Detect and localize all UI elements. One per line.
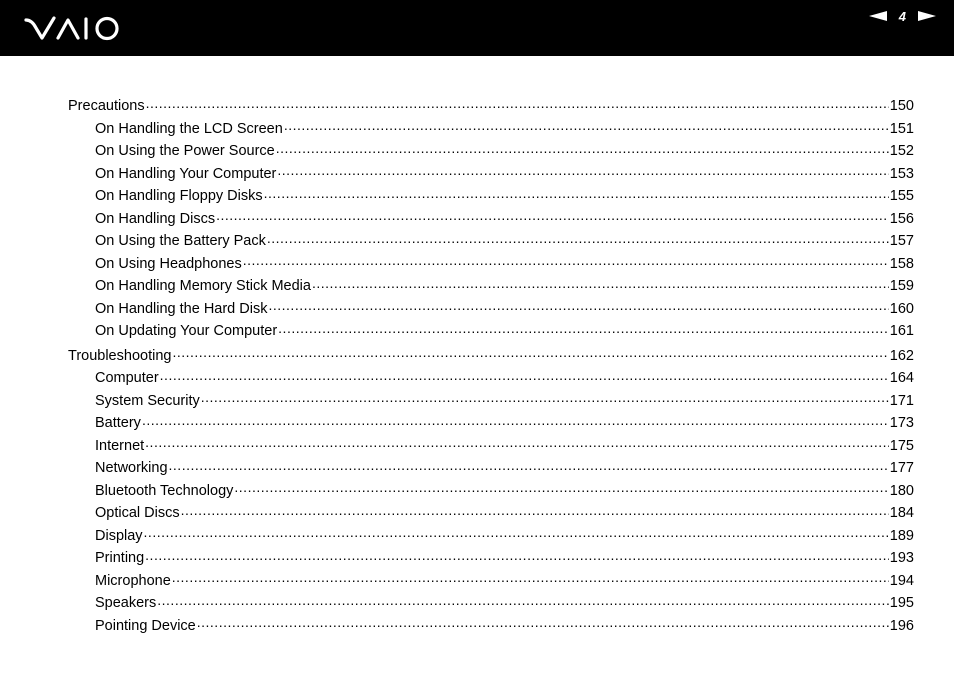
toc-entry-title: On Handling the LCD Screen (95, 120, 283, 137)
dot-leader (142, 413, 889, 427)
toc-entry-page: 150 (889, 98, 914, 114)
toc-entry-title: On Updating Your Computer (95, 323, 278, 339)
toc-subsection-entry[interactable] (68, 298, 914, 321)
toc-subsection-entry[interactable] (68, 275, 914, 298)
dot-leader (216, 209, 889, 223)
dot-leader (234, 481, 888, 495)
toc-entry-title: Pointing Device (95, 617, 196, 634)
toc-subsection-entry[interactable] (68, 118, 914, 141)
dot-leader (268, 299, 888, 313)
vaio-logo (24, 14, 122, 42)
toc-entry-page: 161 (889, 323, 914, 339)
toc-entry-page: 160 (889, 300, 914, 317)
toc-subsection-entry[interactable] (68, 570, 914, 593)
toc-entry-page: 175 (889, 437, 914, 454)
toc-entry-page: 189 (889, 527, 914, 544)
toc-entry-title: Networking (95, 460, 168, 476)
toc-subsection-entry[interactable] (68, 615, 914, 638)
toc-entry-page: 195 (889, 595, 914, 611)
dot-leader (267, 231, 889, 245)
toc-subsection-entry[interactable] (68, 480, 914, 503)
toc-entry-title: Bluetooth Technology (95, 482, 234, 499)
dot-leader (172, 571, 889, 585)
toc-entry-title: Precautions (68, 98, 145, 114)
toc-entry-title: On Handling Memory Stick Media (95, 278, 311, 294)
toc-subsection-entry[interactable] (68, 230, 914, 253)
dot-leader (278, 321, 889, 335)
toc-subsection-entry[interactable] (68, 547, 914, 570)
toc-entry-title: On Handling Discs (95, 210, 216, 227)
toc-section-entry[interactable] (68, 95, 914, 118)
toc-entry-page: 159 (889, 278, 914, 294)
toc-entry-title: On Handling Your Computer (95, 165, 277, 182)
toc-section-entry[interactable] (68, 345, 914, 368)
toc-entry-title: Troubleshooting (68, 347, 172, 364)
toc-entry-page: 164 (889, 370, 914, 386)
toc-entry-page: 180 (889, 482, 914, 499)
toc-entry-page: 156 (889, 210, 914, 227)
dot-leader (169, 458, 889, 472)
toc-subsection-entry[interactable] (68, 185, 914, 208)
next-page-icon[interactable] (918, 11, 936, 21)
toc-entry-title: Battery (95, 415, 141, 431)
toc-entry-title: Speakers (95, 595, 157, 611)
table-of-contents (68, 95, 914, 637)
toc-entry-page: 158 (889, 255, 914, 272)
dot-leader (312, 276, 889, 290)
toc-entry-page: 173 (889, 415, 914, 431)
dot-leader (160, 368, 889, 382)
toc-entry-page: 193 (889, 550, 914, 566)
toc-subsection-entry[interactable] (68, 163, 914, 186)
toc-subsection-entry[interactable] (68, 390, 914, 413)
toc-subsection-entry[interactable] (68, 208, 914, 231)
toc-subsection-entry[interactable] (68, 320, 914, 343)
toc-entry-title: Printing (95, 550, 145, 566)
toc-entry-title: On Using the Power Source (95, 143, 275, 159)
toc-subsection-entry[interactable] (68, 592, 914, 615)
toc-entry-title: Optical Discs (95, 505, 180, 521)
toc-entry-page: 184 (889, 505, 914, 521)
toc-subsection-entry[interactable] (68, 140, 914, 163)
toc-entry-page: 162 (889, 347, 914, 364)
page-number: 4 (898, 8, 906, 24)
toc-entry-page: 196 (889, 617, 914, 634)
toc-entry-page: 171 (889, 392, 914, 409)
dot-leader (197, 616, 889, 630)
toc-entry-page: 152 (889, 143, 914, 159)
dot-leader (243, 254, 889, 268)
toc-entry-title: On Handling the Hard Disk (95, 300, 268, 317)
toc-entry-title: Microphone (95, 572, 171, 589)
dot-leader (145, 436, 889, 450)
toc-entry-page: 155 (889, 188, 914, 204)
dot-leader (145, 548, 889, 562)
dot-leader (284, 119, 889, 133)
toc-subsection-entry[interactable] (68, 412, 914, 435)
toc-entry-title: Internet (95, 437, 145, 454)
dot-leader (276, 141, 889, 155)
toc-subsection-entry[interactable] (68, 502, 914, 525)
toc-subsection-entry[interactable] (68, 525, 914, 548)
previous-page-icon[interactable] (869, 11, 887, 21)
page-navigation (869, 8, 936, 24)
toc-subsection-entry[interactable] (68, 435, 914, 458)
dot-leader (172, 346, 888, 360)
dot-leader (201, 391, 889, 405)
toc-entry-page: 157 (889, 233, 914, 249)
dot-leader (144, 526, 889, 540)
toc-subsection-entry[interactable] (68, 457, 914, 480)
toc-entry-title: Display (95, 527, 143, 544)
toc-subsection-entry[interactable] (68, 253, 914, 276)
toc-entry-title: Computer (95, 370, 159, 386)
toc-entry-title: On Using Headphones (95, 255, 242, 272)
page-header (0, 0, 954, 56)
toc-entry-title: System Security (95, 392, 200, 409)
toc-entry-page: 153 (889, 165, 914, 182)
toc-entry-page: 194 (889, 572, 914, 589)
dot-leader (181, 503, 889, 517)
toc-entry-title: On Handling Floppy Disks (95, 188, 263, 204)
dot-leader (264, 186, 889, 200)
toc-entry-page: 151 (889, 120, 914, 137)
dot-leader (146, 96, 889, 110)
toc-entry-page: 177 (889, 460, 914, 476)
dot-leader (277, 164, 888, 178)
toc-subsection-entry[interactable] (68, 367, 914, 390)
dot-leader (157, 593, 889, 607)
toc-entry-title: On Using the Battery Pack (95, 233, 266, 249)
